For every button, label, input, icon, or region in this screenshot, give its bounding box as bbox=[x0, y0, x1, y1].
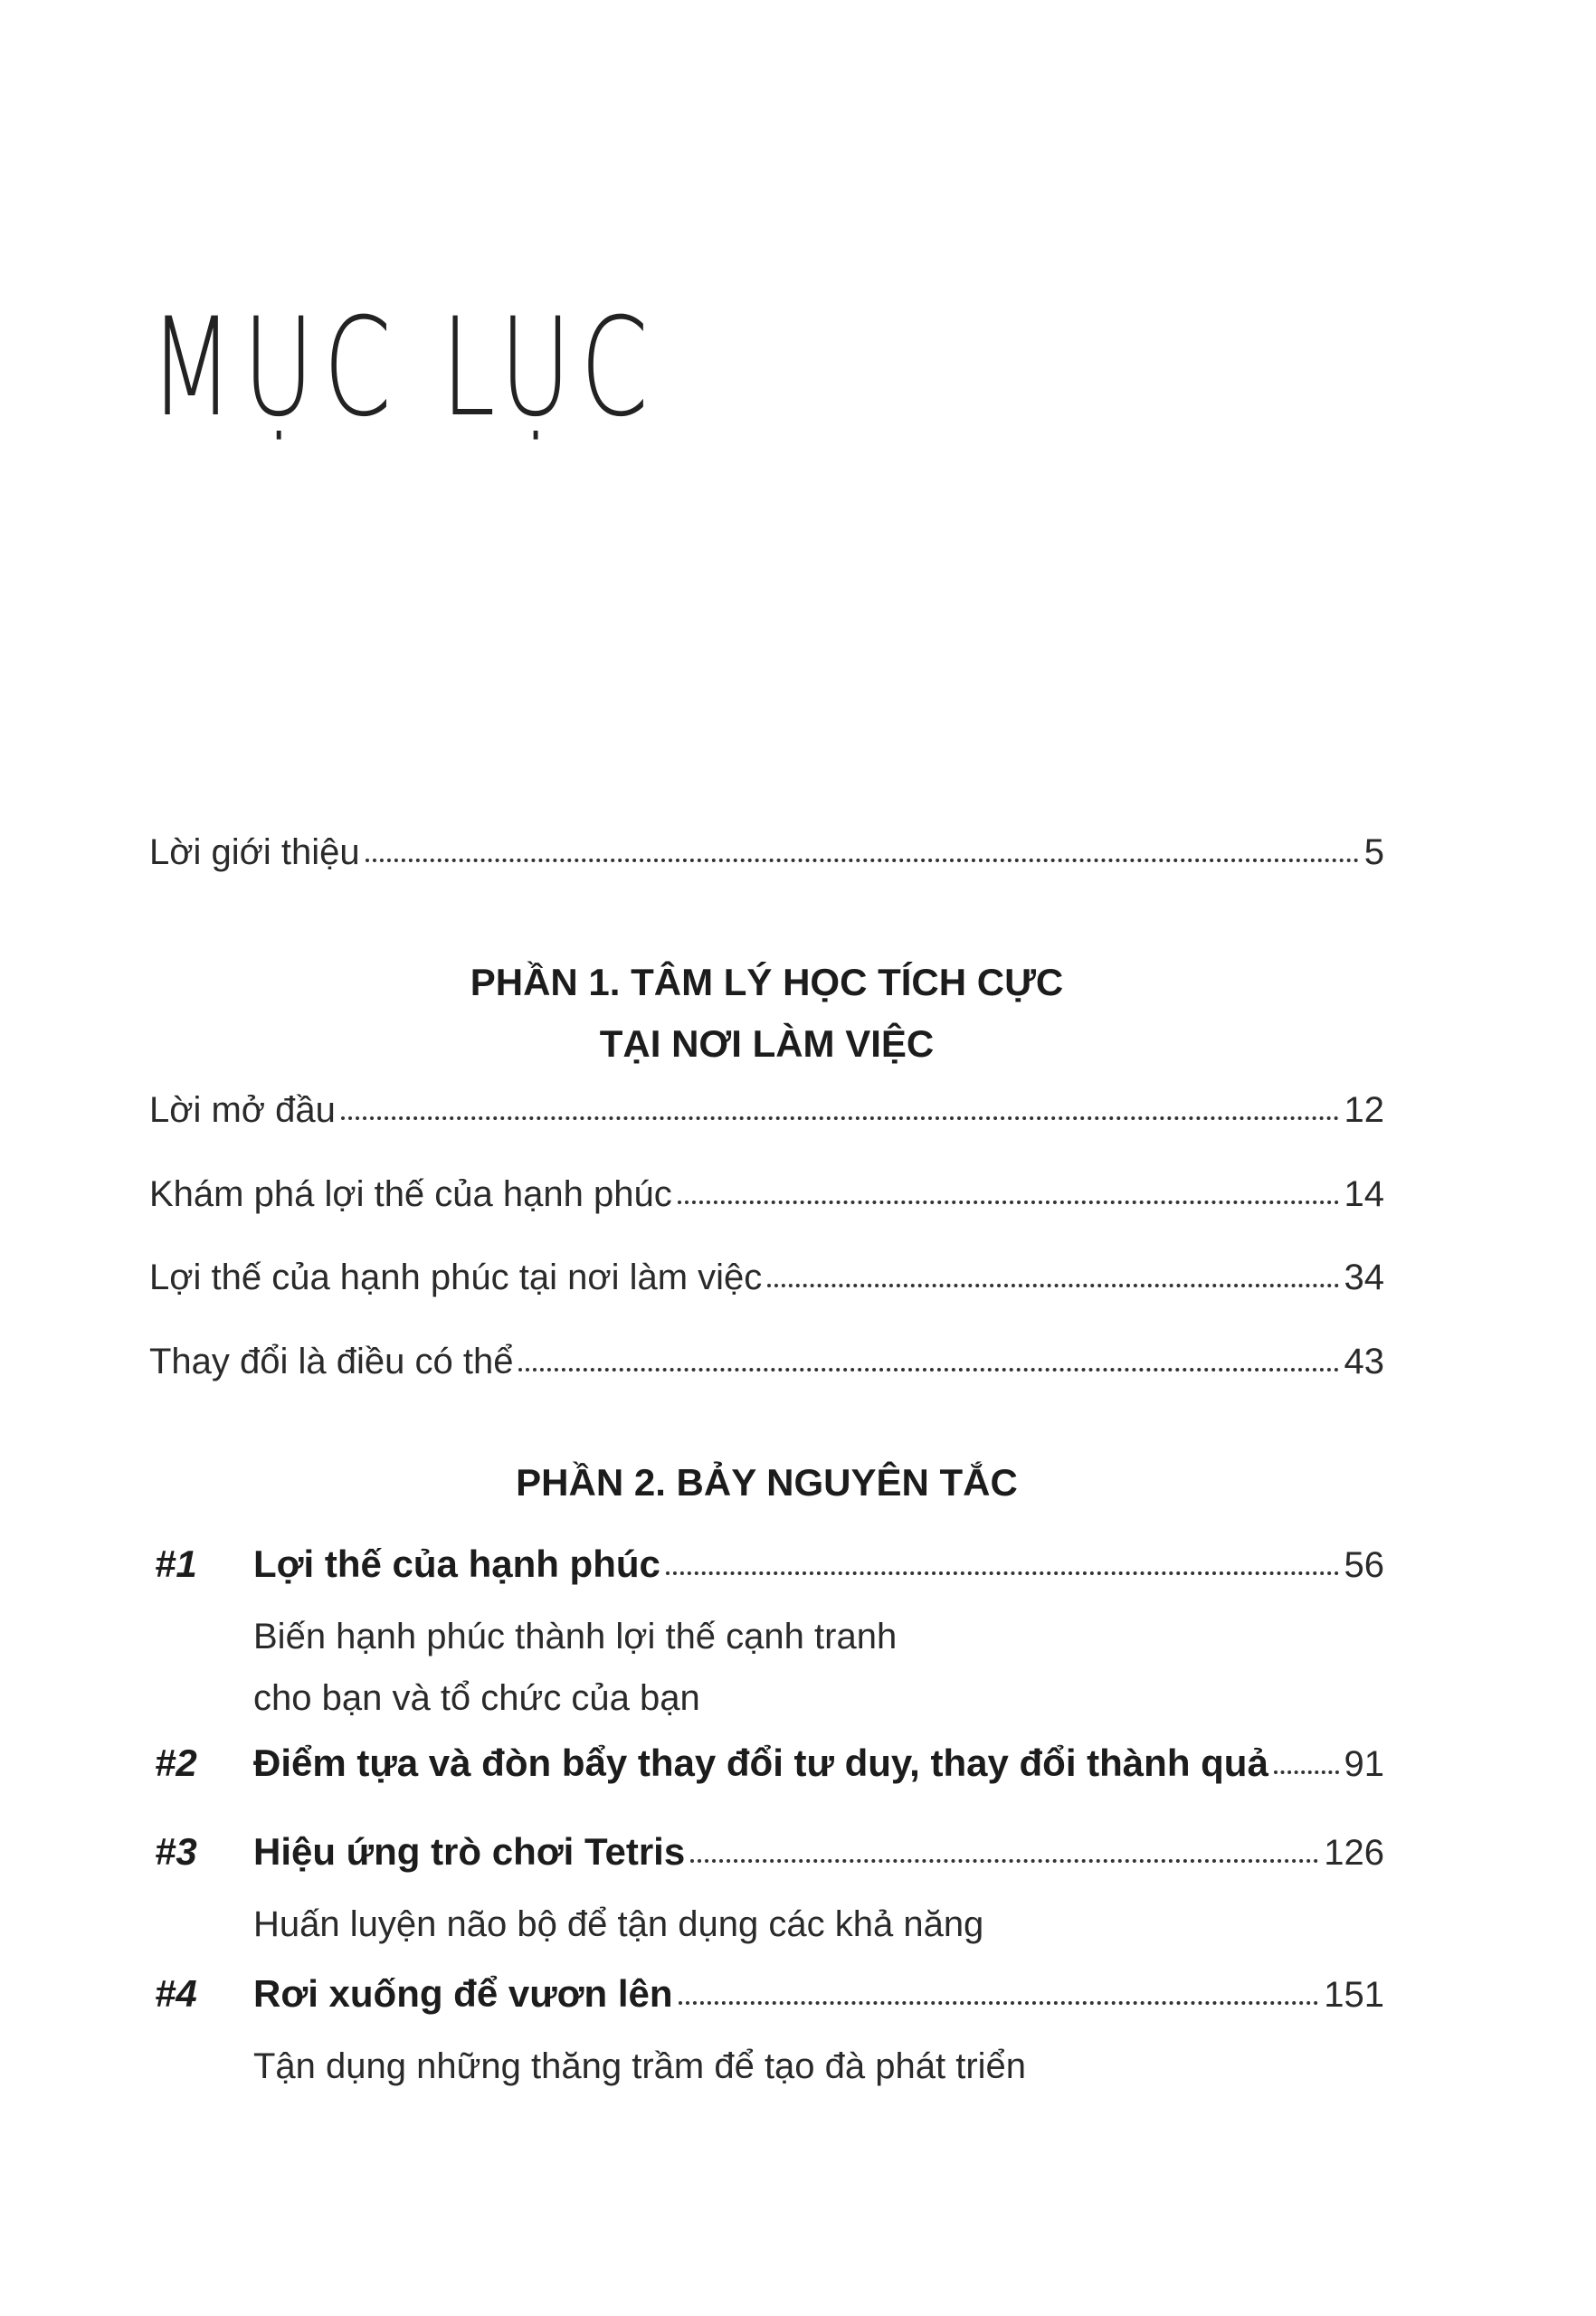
dot-leader bbox=[366, 859, 1359, 862]
dot-leader bbox=[767, 1284, 1338, 1287]
part-1-heading bbox=[149, 952, 1384, 1075]
dot-leader bbox=[341, 1116, 1339, 1120]
part-1-heading-line-2: TẠI NƠI LÀM VIỆC bbox=[599, 1022, 935, 1065]
principle-subtitle-line-1: Biến hạnh phúc thành lợi thế cạnh tranh bbox=[253, 1617, 898, 1656]
toc-page-number: 12 bbox=[1344, 1090, 1384, 1130]
dot-leader bbox=[679, 2001, 1319, 2005]
toc-page-number: 5 bbox=[1363, 832, 1384, 872]
toc-entry[interactable] bbox=[149, 1342, 1384, 1382]
toc-entry-intro[interactable] bbox=[149, 832, 1384, 873]
dot-leader bbox=[666, 1571, 1339, 1575]
toc-entry[interactable] bbox=[149, 1174, 1384, 1215]
toc-page-number: 43 bbox=[1344, 1342, 1384, 1381]
principle-number: #3 bbox=[155, 1830, 197, 1873]
principle-title-row bbox=[253, 1972, 1384, 2016]
part-2-heading-line: PHẦN 2. BẢY NGUYÊN TẮC bbox=[516, 1461, 1018, 1504]
principle-number: #2 bbox=[155, 1742, 197, 1784]
principle-title: Điểm tựa và đòn bẩy thay đổi tư duy, thay đổi thành quả bbox=[253, 1742, 1268, 1784]
principle-title-row bbox=[253, 1542, 1384, 1586]
toc-page-number: 126 bbox=[1324, 1833, 1384, 1873]
toc-page-number: 151 bbox=[1324, 1975, 1384, 2015]
toc-page-number: 56 bbox=[1344, 1545, 1384, 1585]
toc-page-number: 91 bbox=[1344, 1744, 1384, 1784]
toc-page-number: 34 bbox=[1344, 1258, 1384, 1297]
principle-number: #1 bbox=[155, 1542, 197, 1585]
dot-leader bbox=[690, 1859, 1318, 1863]
principle-title: Rơi xuống để vươn lên bbox=[253, 1972, 673, 2015]
toc-page-number: 14 bbox=[1344, 1174, 1384, 1214]
page-title: MỤC LỤC bbox=[149, 290, 658, 447]
toc-entry[interactable] bbox=[149, 1090, 1384, 1131]
principle-subtitle bbox=[253, 2036, 1026, 2097]
principle-title: Lợi thế của hạnh phúc bbox=[253, 1542, 660, 1585]
dot-leader bbox=[1274, 1770, 1339, 1774]
principle-title-row bbox=[253, 1742, 1384, 1785]
principle-subtitle-line-1: Huấn luyện não bộ để tận dụng các khả năng bbox=[253, 1904, 984, 1944]
toc-entry-label: Lời mở đầu bbox=[149, 1090, 336, 1130]
principle-number: #4 bbox=[155, 1972, 197, 2015]
dot-leader bbox=[678, 1201, 1339, 1204]
part-1-heading-line-1: PHẦN 1. TÂM LÝ HỌC TÍCH CỰC bbox=[470, 961, 1064, 1003]
principle-subtitle bbox=[253, 1606, 897, 1729]
toc-entry-label: Lợi thế của hạnh phúc tại nơi làm việc bbox=[149, 1258, 763, 1297]
toc-entry[interactable] bbox=[149, 1258, 1384, 1298]
toc-entry-label: Thay đổi là điều có thể bbox=[149, 1342, 514, 1381]
toc-entry-label: Lời giới thiệu bbox=[149, 832, 360, 872]
principle-subtitle bbox=[253, 1894, 983, 1955]
dot-leader bbox=[518, 1368, 1338, 1372]
principle-title: Hiệu ứng trò chơi Tetris bbox=[253, 1830, 686, 1873]
principle-title-row bbox=[253, 1830, 1384, 1874]
principle-subtitle-line-2: cho bạn và tổ chức của bạn bbox=[253, 1678, 700, 1718]
toc-entry-label: Khám phá lợi thế của hạnh phúc bbox=[149, 1174, 672, 1214]
principle-subtitle-line-1: Tận dụng những thăng trầm để tạo đà phát triển bbox=[253, 2046, 1027, 2086]
part-2-heading bbox=[149, 1452, 1384, 1514]
